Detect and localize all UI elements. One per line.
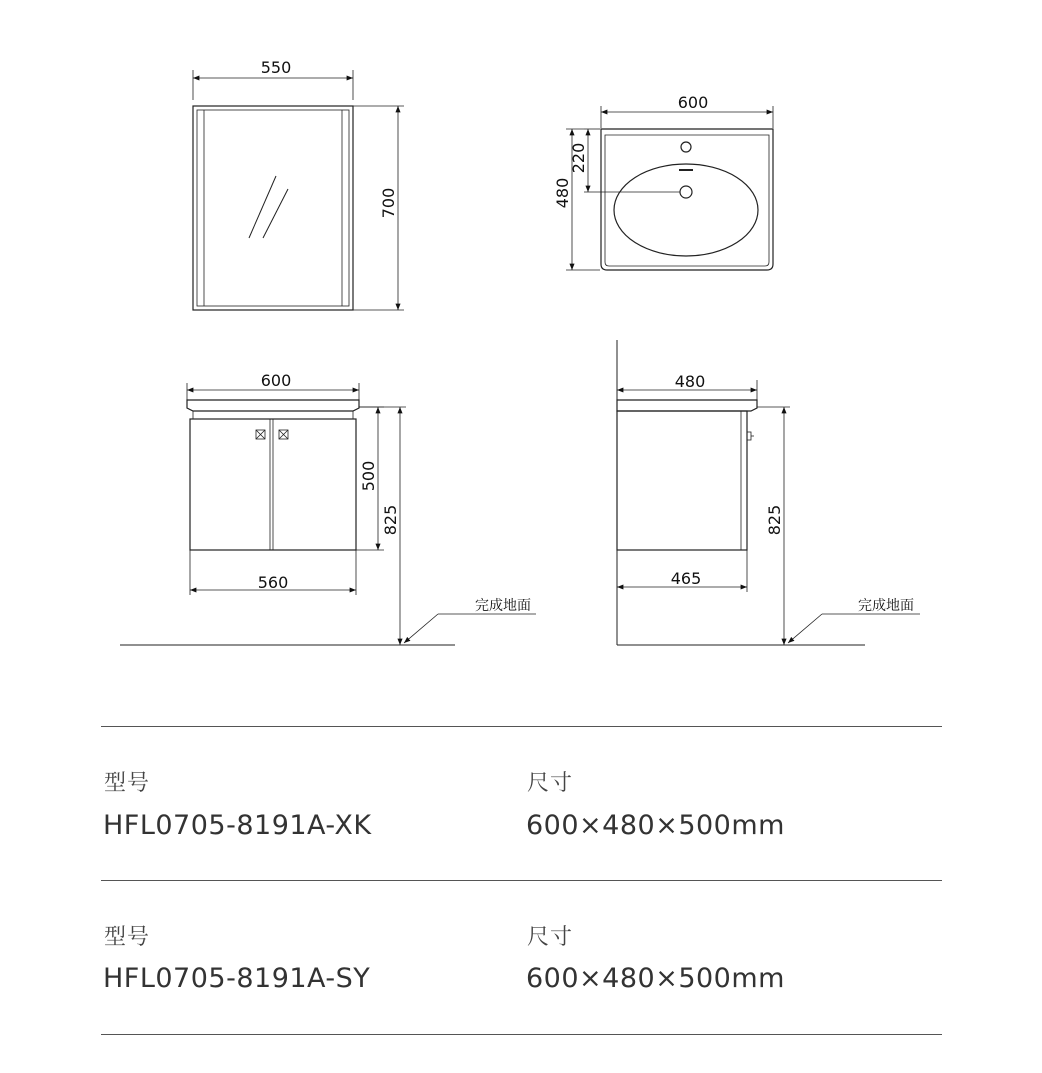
side-bottom-depth-label: 465 [670, 569, 702, 588]
side-floor-label: 完成地面 [858, 598, 914, 614]
cabinet-front-elevation [120, 383, 536, 645]
divider [101, 880, 942, 881]
mirror-outline [193, 106, 353, 310]
basin-outline [601, 129, 773, 270]
front-cabinet-height-label: 500 [359, 460, 378, 492]
tap-offset-label: 220 [569, 142, 588, 174]
mirror-height-label: 700 [379, 187, 398, 219]
mirror-inner [197, 110, 349, 306]
divider [101, 726, 942, 727]
model-value: HFL0705-8191A-XK [103, 810, 372, 841]
mirror-width-label: 550 [260, 58, 292, 77]
basin-plan [566, 106, 773, 270]
front-total-height-label: 825 [381, 504, 400, 536]
model-label: 型号 [104, 771, 151, 796]
size-value: 600×480×500mm [526, 810, 785, 841]
mirror-elevation [193, 70, 404, 310]
divider [101, 1034, 942, 1035]
tap-hole [681, 142, 691, 152]
basin-bowl [614, 164, 758, 256]
floor-leader-side [788, 614, 822, 643]
drain-hole [680, 186, 692, 198]
cabinet-body-side [617, 411, 747, 550]
size-label: 尺寸 [527, 771, 574, 796]
model-value: HFL0705-8191A-SY [103, 963, 371, 994]
front-floor-label: 完成地面 [475, 598, 531, 614]
front-bottom-width-label: 560 [257, 573, 289, 592]
floor-leader [404, 614, 438, 643]
side-total-height-label: 825 [765, 504, 784, 536]
countertop [187, 400, 359, 411]
size-label: 尺寸 [527, 925, 574, 950]
basin-depth-label: 480 [553, 177, 572, 209]
size-value: 600×480×500mm [526, 963, 785, 994]
countertop-side [617, 400, 757, 411]
side-top-depth-label: 480 [674, 372, 706, 391]
glass-reflection-line [249, 176, 276, 238]
model-label: 型号 [104, 925, 151, 950]
basin-width-label: 600 [677, 93, 709, 112]
front-top-width-label: 600 [260, 371, 292, 390]
